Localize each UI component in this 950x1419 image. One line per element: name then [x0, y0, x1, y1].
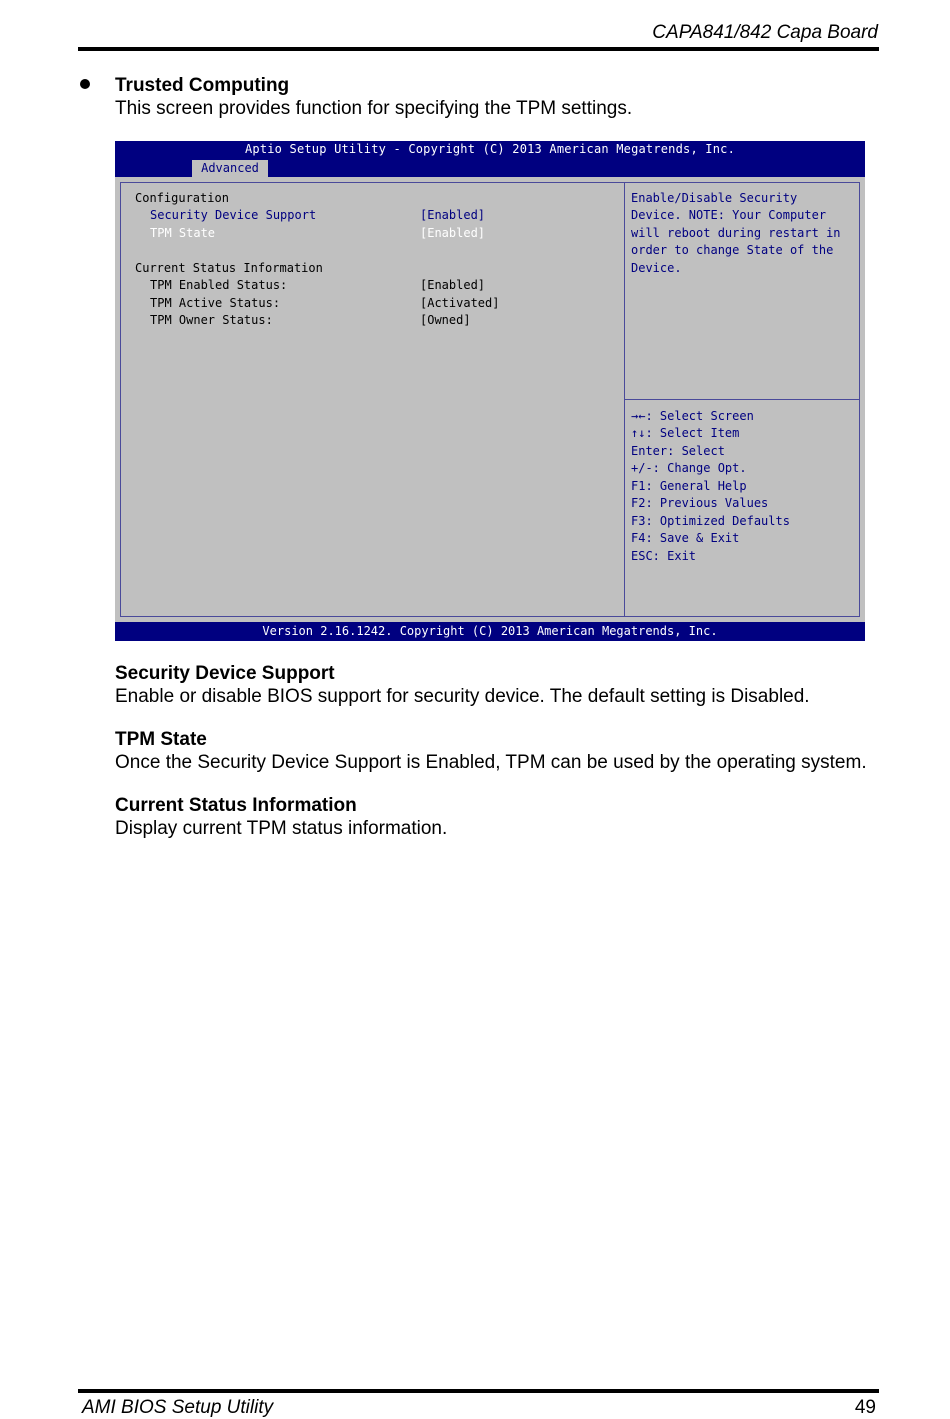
tpm-state-label[interactable]: TPM State — [150, 226, 216, 240]
desc-title-tpm-state: TPM State — [115, 729, 207, 750]
bullet-icon — [80, 79, 90, 89]
security-device-support-label[interactable]: Security Device Support — [150, 208, 317, 222]
key-hint-select-item: ↑↓: Select Item — [631, 426, 740, 440]
page-number: 49 — [854, 1397, 876, 1418]
tpm-state-value[interactable]: [Enabled] — [420, 226, 486, 240]
tab-advanced[interactable]: Advanced — [192, 160, 268, 177]
bios-title: Aptio Setup Utility - Copyright (C) 2013 American Megatrends, Inc. — [244, 142, 736, 156]
desc-title-security-device-support: Security Device Support — [115, 663, 335, 684]
document-header-title: CAPA841/842 Capa Board — [652, 22, 878, 43]
header-divider — [78, 47, 879, 51]
footer-divider — [78, 1389, 879, 1393]
security-device-support-value[interactable]: [Enabled] — [420, 208, 486, 222]
key-hint-select-screen: →←: Select Screen — [631, 409, 754, 423]
key-hint-f3: F3: Optimized Defaults — [631, 514, 790, 528]
key-hint-f1: F1: General Help — [631, 479, 747, 493]
tpm-owner-status-value: [Owned] — [420, 313, 471, 327]
help-line: will reboot during restart in — [631, 226, 841, 240]
status-heading: Current Status Information — [135, 261, 323, 275]
bios-screenshot — [115, 141, 865, 641]
bios-title-bar — [115, 141, 865, 177]
help-line: order to change State of the — [631, 243, 834, 257]
desc-text-tpm-state: Once the Security Device Support is Enabled, TPM can be used by the operating system. — [115, 752, 867, 773]
tpm-active-status-value: [Activated] — [420, 296, 500, 310]
tpm-enabled-status-label: TPM Enabled Status: — [150, 278, 288, 292]
key-hint-f2: F2: Previous Values — [631, 496, 769, 510]
section-description: This screen provides function for specifying the TPM settings. — [115, 98, 633, 119]
footer-title: AMI BIOS Setup Utility — [82, 1397, 274, 1418]
key-hint-f4: F4: Save & Exit — [631, 531, 740, 545]
key-hint-esc: ESC: Exit — [631, 549, 697, 563]
key-hint-enter: Enter: Select — [631, 444, 725, 458]
desc-text-security-device-support: Enable or disable BIOS support for security device. The default setting is Disabled. — [115, 686, 810, 707]
tpm-enabled-status-value: [Enabled] — [420, 278, 486, 292]
key-hint-change-opt: +/-: Change Opt. — [631, 461, 747, 475]
bios-horizontal-divider — [625, 399, 859, 400]
section-title: Trusted Computing — [115, 75, 290, 96]
config-heading: Configuration — [135, 191, 229, 205]
bios-version-bar: Version 2.16.1242. Copyright (C) 2013 American Megatrends, Inc. — [115, 622, 865, 641]
help-line: Device. NOTE: Your Computer — [631, 208, 827, 222]
tpm-active-status-label: TPM Active Status: — [150, 296, 281, 310]
desc-title-current-status: Current Status Information — [115, 795, 357, 816]
help-line: Device. — [631, 261, 682, 275]
tpm-owner-status-label: TPM Owner Status: — [150, 313, 273, 327]
help-line: Enable/Disable Security — [631, 191, 798, 205]
desc-text-current-status: Display current TPM status information. — [115, 818, 448, 839]
